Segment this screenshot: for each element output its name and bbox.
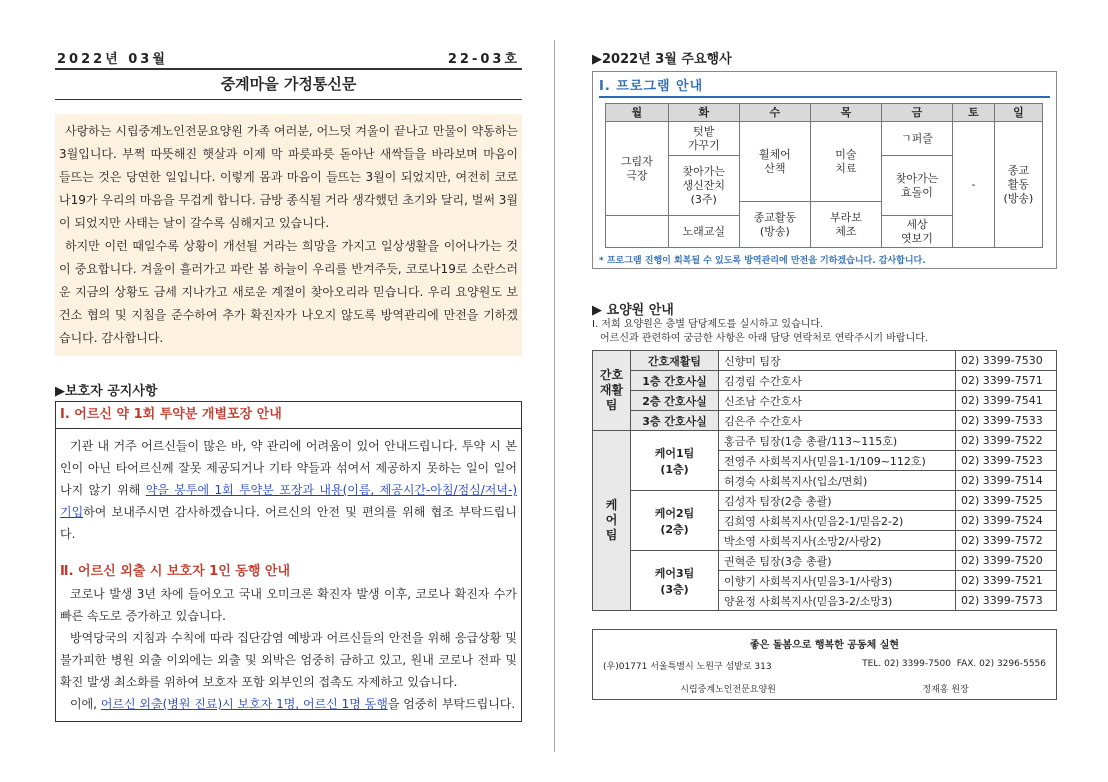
- staff-name: 신조남 수간호사: [719, 391, 956, 411]
- program-cell: 찾아가는 효돌이: [881, 156, 952, 216]
- staff-name: 김성자 팀장(2층 총괄): [719, 491, 956, 511]
- staff-phone: 02) 3399-7520: [956, 551, 1057, 571]
- footer-contact: [597, 659, 1052, 672]
- care-intro: 어르신과 관련하여 궁금한 사항은 아래 담당 연락처로 연락주시기 바랍니다.: [600, 333, 929, 344]
- staff-row: [593, 371, 1057, 391]
- notice-1-title: Ⅰ. 어르신 약 1회 투약분 개별포장 안내: [56, 404, 521, 429]
- day-header: 화: [668, 104, 739, 122]
- staff-name: 김은주 수간호사: [719, 411, 956, 431]
- greeting-paragraph: 사랑하는 시립중계노인전문요양원 가족 여러분, 어느덧 겨울이 끝나고 만물이 약동하는 3월입니다. 부쩍 따뜻해진 햇살과 이제 막 파릇파릇 돋아난 새싹들을 바라보며 마음이 들뜨는 것은 당연한 일입니다. 이렇게 몸과 마음이 들뜨는 3월이 되었지만, 여전히 코로나19가 우리의 마음을 무겁게 합니다. 금방 종식될 거라 생각했던 초기와 달리, 벌써 3월이 되었지만 사태는 날이 갈수록 심해지고 있습니다.: [59, 124, 518, 230]
- staff-row: [593, 431, 1057, 451]
- newsletter-header: [55, 48, 522, 70]
- staff-phone: 02) 3399-7524: [956, 511, 1057, 531]
- staff-phone: 02) 3399-7521: [956, 571, 1057, 591]
- staff-phone: 02) 3399-7514: [956, 471, 1057, 491]
- program-cell: 노래교실: [668, 216, 739, 248]
- staff-table: [592, 350, 1057, 611]
- staff-name: 양윤정 사회복지사(믿음3-2/소망3): [719, 591, 956, 611]
- staff-name: 홍금주 팀장(1층 총괄/113~115호): [719, 431, 956, 451]
- notice-2-text-end: 을 엄중히 부탁드립니다.: [387, 697, 516, 711]
- program-cell: 찾아가는 생신잔치 (3주): [668, 156, 739, 216]
- notice-box: [55, 401, 522, 722]
- program-cell: 부라보 체조: [810, 202, 881, 248]
- footer-org-line: [597, 682, 1052, 695]
- notice-2-paragraph-final: [60, 693, 517, 715]
- team-name: 간호재활팀: [631, 351, 719, 371]
- staff-phone: 02) 3399-7525: [956, 491, 1057, 511]
- staff-name: 김경림 수간호사: [719, 371, 956, 391]
- care-intro: Ⅰ. 저희 요양원은 층별 담당제도를 실시하고 있습니다.: [592, 319, 824, 330]
- staff-name: 김희영 사회복지사(믿음2-1/믿음2-2): [719, 511, 956, 531]
- program-cell: 그림자 극장: [606, 122, 669, 216]
- day-header: 월: [606, 104, 669, 122]
- greeting-paragraph: 하지만 이런 때일수록 상황이 개선될 거라는 희망을 가지고 일상생활을 이어나가는 것이 중요합니다. 겨울이 흘러가고 파란 봄 하늘이 우리를 반겨주듯, 코로나19로 소란스러운 지금의 상황도 금세 지나가고 새로운 계절이 찾아오리라 믿습니다. 우리 요양원도 보건소 협의 및 지침을 준수하여 추가 확진자가 나오지 않도록 방역관리에 만전을 기하겠습니다. 감사합니다.: [59, 239, 518, 345]
- staff-phone: 02) 3399-7572: [956, 531, 1057, 551]
- program-cell: -: [953, 122, 995, 248]
- program-cell: ㄱ퍼즐: [881, 122, 952, 156]
- team-name: 케어3팀 (3층): [631, 551, 719, 611]
- staff-name: 전영주 사회복지사(믿음1-1/109~112호): [719, 451, 956, 471]
- staff-row: [593, 411, 1057, 431]
- staff-row: [593, 351, 1057, 371]
- notice-2-link[interactable]: 어르신 외출(병원 진료)시 보호자 1명, 어르신 1명 동행: [100, 697, 388, 711]
- program-note: * 프로그램 진행이 회복될 수 있도록 방역관리에 만전을 기하겠습니다. 감사합니다.: [599, 256, 926, 266]
- footer-fax: FAX. 02) 3296-5556: [956, 659, 1046, 669]
- issue-number: 22-03호: [447, 52, 520, 67]
- program-cell: [606, 216, 669, 248]
- program-cell: 종교 활동 (방송): [994, 122, 1042, 248]
- notice-2-title: Ⅱ. 어르신 외출 시 보호자 1인 동행 안내: [60, 564, 291, 579]
- program-cell: 휠체어 산책: [739, 122, 810, 202]
- notices-heading: ▶보호자 공지사항: [55, 384, 158, 399]
- notice-1-text: 기관 내 거주 어르신들이 많은 바, 약 관리에 어려움이 있어 안내드립니다. 투약 시 본인이 아닌 타어르신께 잘못 제공되거나 기타 약들과 섞여서 제공하지 못하는 일이 일어나지 않기 위해: [60, 439, 517, 497]
- nursing-group-label: 간호 재활 팀: [593, 351, 631, 431]
- footer-tel: TEL. 02) 3399-7500: [862, 659, 951, 669]
- day-header: 토: [953, 104, 995, 122]
- staff-row: [593, 491, 1057, 511]
- left-column: [55, 48, 522, 722]
- events-heading: ▶2022년 3월 주요행사: [592, 52, 732, 67]
- notice-2-text: 이에,: [70, 697, 101, 711]
- footer-address: (우)01771 서울특별시 노원구 섬밭로 313: [603, 662, 772, 672]
- program-cell: 미술 치료: [810, 122, 881, 202]
- staff-name: 박소영 사회복지사(소망2/사랑2): [719, 531, 956, 551]
- staff-phone: 02) 3399-7522: [956, 431, 1057, 451]
- care-heading: ▶ 요양원 안내: [592, 303, 674, 318]
- program-day-row: [606, 104, 1043, 122]
- team-name: 1층 간호사실: [631, 371, 719, 391]
- right-column: [592, 48, 1057, 700]
- staff-phone: 02) 3399-7541: [956, 391, 1057, 411]
- footer-box: [592, 629, 1057, 700]
- day-header: 일: [994, 104, 1042, 122]
- notice-2-paragraph: 코로나 발생 3년 차에 들어오고 국내 오미크론 확진자 발생 이후, 코로나 확진자 수가 빠른 속도로 증가하고 있습니다.: [60, 587, 517, 623]
- staff-row: [593, 551, 1057, 571]
- program-box: [592, 71, 1057, 269]
- staff-name: 신향미 팀장: [719, 351, 956, 371]
- footer-director: 정재홍 원장: [922, 685, 969, 695]
- issue-date: 2022년 03월: [57, 52, 168, 67]
- notice-1-text-end: 하여 보내주시면 감사하겠습니다. 어르신의 안전 및 편의를 위해 협조 부탁드립니다.: [60, 505, 517, 541]
- staff-name: 허경숙 사회복지사(입소/면회): [719, 471, 956, 491]
- staff-phone: 02) 3399-7533: [956, 411, 1057, 431]
- greeting-box: [55, 114, 522, 356]
- program-table: [605, 103, 1043, 248]
- staff-name: 이향기 사회복지사(믿음3-1/사랑3): [719, 571, 956, 591]
- team-name: 케어2팀 (2층): [631, 491, 719, 551]
- staff-phone: 02) 3399-7573: [956, 591, 1057, 611]
- program-row: [606, 122, 1043, 156]
- notice-1-link[interactable]: 약을 봉투에 1회 투약분 포장과 내용(이름, 제공시간-아침/점심/저녁-) 기입: [60, 483, 517, 519]
- staff-row: [593, 391, 1057, 411]
- notice-1-body: [60, 435, 517, 545]
- staff-phone: 02) 3399-7530: [956, 351, 1057, 371]
- staff-phone: 02) 3399-7523: [956, 451, 1057, 471]
- footer-tel-fax: [862, 659, 1046, 672]
- staff-phone: 02) 3399-7571: [956, 371, 1057, 391]
- footer-slogan: 좋은 돌봄으로 행복한 공동체 실현: [749, 640, 900, 651]
- team-name: 케어1팀 (1층): [631, 431, 719, 491]
- notice-2-paragraph: 방역당국의 지침과 수칙에 따라 집단감염 예방과 어르신들의 안전을 위해 응급상황 및 불가피한 병원 외출 이외에는 외출 및 외박은 엄중히 금하고 있고, 원내 코로나 전파 및 확진 발생 최소화를 위하여 보호자 포함 외부인의 접촉도 자제하고 있습니다.: [60, 631, 517, 689]
- day-header: 목: [810, 104, 881, 122]
- page-title: 중계마을 가정통신문: [55, 70, 522, 100]
- program-cell: 세상 엿보기: [881, 216, 952, 248]
- program-heading: Ⅰ. 프로그램 안내: [599, 75, 1050, 98]
- care-group-label: 케 어 팀: [593, 431, 631, 611]
- program-cell: 종교활동 (방송): [739, 202, 810, 248]
- team-name: 2층 간호사실: [631, 391, 719, 411]
- team-name: 3층 간호사실: [631, 411, 719, 431]
- staff-name: 권혁준 팀장(3층 총괄): [719, 551, 956, 571]
- day-header: 금: [881, 104, 952, 122]
- column-divider: [554, 40, 555, 752]
- day-header: 수: [739, 104, 810, 122]
- program-cell: 텃밭 가꾸기: [668, 122, 739, 156]
- footer-org: 시립중계노인전문요양원: [680, 685, 776, 695]
